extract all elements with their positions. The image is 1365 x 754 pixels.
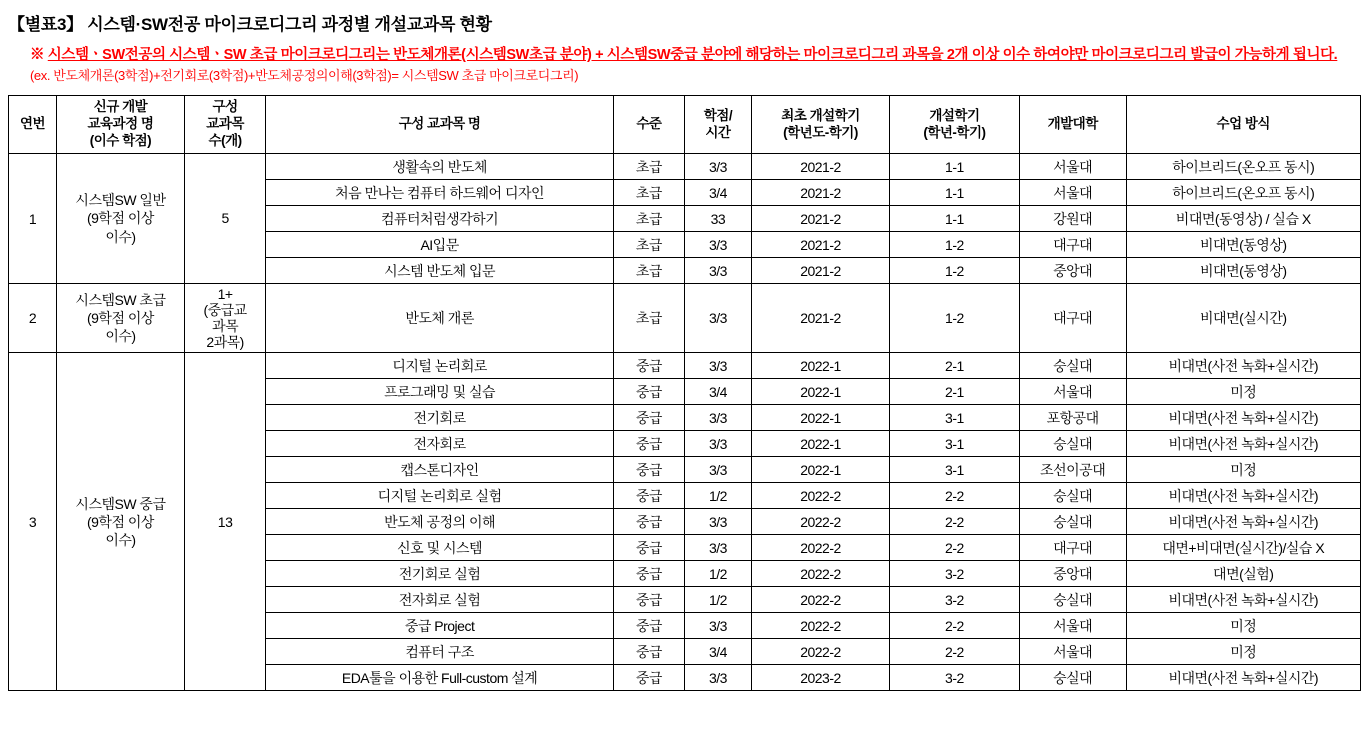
- cell-university: 조선이공대: [1019, 457, 1126, 483]
- cell-credit-hours: 3/3: [684, 232, 751, 258]
- cell-class-mode: 비대면(동영상): [1126, 232, 1360, 258]
- cell-credit-hours: 1/2: [684, 587, 751, 613]
- cell-level: 중급: [613, 457, 684, 483]
- cell-class-mode: 비대면(사전 녹화+실시간): [1126, 405, 1360, 431]
- cell-class-mode: 대면+비대면(실시간)/실습 X: [1126, 535, 1360, 561]
- cell-subject-name: 디지털 논리회로: [266, 353, 613, 379]
- cell-class-mode: 미정: [1126, 457, 1360, 483]
- cell-first-term: 2022-2: [751, 613, 889, 639]
- cell-first-term: 2022-2: [751, 639, 889, 665]
- cell-open-term: 1-1: [890, 180, 1020, 206]
- col-header-no: 연번: [9, 96, 57, 154]
- cell-first-term: 2022-2: [751, 535, 889, 561]
- cell-level: 중급: [613, 431, 684, 457]
- cell-first-term: 2021-2: [751, 206, 889, 232]
- cell-level: 초급: [613, 284, 684, 353]
- table-header-row: [9, 96, 1361, 154]
- cell-open-term: 3-2: [890, 587, 1020, 613]
- cell-level: 중급: [613, 379, 684, 405]
- cell-class-mode: 미정: [1126, 613, 1360, 639]
- program-name-line: 이수): [105, 228, 136, 245]
- cell-first-term: 2022-2: [751, 483, 889, 509]
- cell-first-term: 2021-2: [751, 284, 889, 353]
- cell-level: 중급: [613, 483, 684, 509]
- program-name-line: 이수): [105, 532, 136, 548]
- cell-subject-name: 컴퓨터처럼생각하기: [266, 206, 613, 232]
- note-example: (ex. 반도체개론(3학점)+전기회로(3학점)+반도체공정의이해(3학점)= 시스템SW 초급 마이크로디그리): [30, 68, 579, 84]
- cell-university: 숭실대: [1019, 665, 1126, 691]
- note-text: 시스템ㆍSW전공의 시스템ㆍSW 초급 마이크로디그리는 반도체개론(시스템SW초급 분야) + 시스템SW중급 분야에 해당하는 마이크로디그리 과목을 2개 이상 이수 하여야만 마이크로디그리 발급이 가능하게 됩니다.: [47, 47, 1338, 63]
- cell-class-mode: 비대면(사전 녹화+실시간): [1126, 509, 1360, 535]
- note-block: [30, 45, 1359, 87]
- col-header-class-mode: 수업 방식: [1126, 96, 1360, 154]
- cell-open-term: 2-1: [890, 353, 1020, 379]
- cell-open-term: 2-2: [890, 483, 1020, 509]
- cell-credit-hours: 3/3: [684, 154, 751, 180]
- cell-open-term: 2-2: [890, 639, 1020, 665]
- program-name-line: 시스템SW 초급: [75, 291, 166, 308]
- cell-credit-hours: 3/3: [684, 665, 751, 691]
- cell-subject-name: 신호 및 시스템: [266, 535, 613, 561]
- cell-open-term: 3-1: [890, 457, 1020, 483]
- cell-program-name: [57, 284, 185, 353]
- program-name-line: 시스템SW 중급: [75, 495, 166, 512]
- cell-first-term: 2022-1: [751, 353, 889, 379]
- cell-university: 서울대: [1019, 379, 1126, 405]
- cell-subject-name: 중급 Project: [266, 613, 613, 639]
- subject-count-line: (중급교: [203, 302, 247, 319]
- cell-subject-name: 전자회로: [266, 431, 613, 457]
- program-name-line: (9학점 이상: [86, 310, 154, 327]
- cell-first-term: 2021-2: [751, 232, 889, 258]
- col-header-university: 개발대학: [1019, 96, 1126, 154]
- table-body: [9, 154, 1361, 691]
- curriculum-table: [8, 95, 1361, 691]
- cell-university: 서울대: [1019, 154, 1126, 180]
- cell-class-mode: 하이브리드(온오프 동시): [1126, 180, 1360, 206]
- cell-university: 서울대: [1019, 180, 1126, 206]
- cell-level: 중급: [613, 613, 684, 639]
- cell-class-mode: 비대면(동영상): [1126, 258, 1360, 284]
- cell-university: 중앙대: [1019, 258, 1126, 284]
- cell-subject-count: [184, 154, 266, 284]
- cell-credit-hours: 3/3: [684, 258, 751, 284]
- cell-class-mode: 비대면(실시간): [1126, 284, 1360, 353]
- cell-first-term: 2021-2: [751, 154, 889, 180]
- cell-class-mode: 비대면(사전 녹화+실시간): [1126, 665, 1360, 691]
- cell-subject-name: AI입문: [266, 232, 613, 258]
- cell-class-mode: 비대면(사전 녹화+실시간): [1126, 353, 1360, 379]
- cell-subject-name: 디지털 논리회로 실험: [266, 483, 613, 509]
- cell-university: 대구대: [1019, 232, 1126, 258]
- subject-count-line: 13: [217, 513, 233, 530]
- cell-class-mode: 미정: [1126, 639, 1360, 665]
- cell-first-term: 2022-1: [751, 405, 889, 431]
- cell-first-term: 2022-1: [751, 379, 889, 405]
- cell-first-term: 2022-2: [751, 509, 889, 535]
- col-header-first-term: 최초 개설학기 (학년도-학기): [751, 96, 889, 154]
- table-row: [9, 284, 1361, 353]
- cell-university: 포항공대: [1019, 405, 1126, 431]
- cell-credit-hours: 3/4: [684, 379, 751, 405]
- cell-first-term: 2021-2: [751, 258, 889, 284]
- col-header-program-name: 신규 개발 교육과정 명 (이수 학점): [57, 96, 185, 154]
- cell-credit-hours: 3/3: [684, 535, 751, 561]
- cell-university: 숭실대: [1019, 509, 1126, 535]
- cell-group-no: 1: [9, 154, 57, 284]
- cell-credit-hours: 33: [684, 206, 751, 232]
- cell-level: 중급: [613, 405, 684, 431]
- cell-first-term: 2022-1: [751, 457, 889, 483]
- subject-count-line: 과목: [212, 318, 239, 335]
- cell-open-term: 1-2: [890, 258, 1020, 284]
- cell-level: 중급: [613, 587, 684, 613]
- cell-university: 숭실대: [1019, 483, 1126, 509]
- col-header-level: 수준: [613, 96, 684, 154]
- cell-open-term: 2-2: [890, 613, 1020, 639]
- cell-group-no: 3: [9, 353, 57, 691]
- cell-credit-hours: 3/4: [684, 639, 751, 665]
- cell-credit-hours: 3/3: [684, 431, 751, 457]
- cell-class-mode: 비대면(동영상) / 실습 X: [1126, 206, 1360, 232]
- cell-level: 초급: [613, 180, 684, 206]
- cell-group-no: 2: [9, 284, 57, 353]
- cell-subject-name: 반도체 공정의 이해: [266, 509, 613, 535]
- cell-class-mode: 하이브리드(온오프 동시): [1126, 154, 1360, 180]
- cell-subject-name: 전자회로 실험: [266, 587, 613, 613]
- cell-credit-hours: 3/3: [684, 405, 751, 431]
- cell-university: 강원대: [1019, 206, 1126, 232]
- cell-level: 중급: [613, 509, 684, 535]
- cell-open-term: 3-1: [890, 431, 1020, 457]
- cell-level: 초급: [613, 232, 684, 258]
- cell-university: 숭실대: [1019, 587, 1126, 613]
- cell-credit-hours: 3/3: [684, 509, 751, 535]
- cell-open-term: 1-2: [890, 232, 1020, 258]
- cell-subject-name: 캡스톤디자인: [266, 457, 613, 483]
- cell-class-mode: 비대면(사전 녹화+실시간): [1126, 587, 1360, 613]
- table-row: [9, 154, 1361, 180]
- cell-credit-hours: 3/3: [684, 353, 751, 379]
- cell-credit-hours: 3/3: [684, 613, 751, 639]
- subject-count-line: 2과목): [206, 334, 244, 351]
- cell-open-term: 1-1: [890, 206, 1020, 232]
- cell-open-term: 1-1: [890, 154, 1020, 180]
- cell-subject-name: 컴퓨터 구조: [266, 639, 613, 665]
- cell-subject-name: EDA툴을 이용한 Full-custom 설계: [266, 665, 613, 691]
- cell-level: 중급: [613, 665, 684, 691]
- cell-credit-hours: 3/3: [684, 457, 751, 483]
- cell-subject-name: 생활속의 반도체: [266, 154, 613, 180]
- program-name-line: (9학점 이상: [86, 513, 154, 530]
- cell-university: 숭실대: [1019, 431, 1126, 457]
- cell-class-mode: 미정: [1126, 379, 1360, 405]
- cell-class-mode: 비대면(사전 녹화+실시간): [1126, 483, 1360, 509]
- cell-open-term: 3-2: [890, 665, 1020, 691]
- program-name-line: (9학점 이상: [86, 210, 154, 227]
- cell-open-term: 3-1: [890, 405, 1020, 431]
- table-row: [9, 353, 1361, 379]
- cell-subject-name: 전기회로 실험: [266, 561, 613, 587]
- cell-level: 초급: [613, 258, 684, 284]
- cell-subject-name: 처음 만나는 컴퓨터 하드웨어 디자인: [266, 180, 613, 206]
- cell-level: 중급: [613, 353, 684, 379]
- program-name-line: 이수): [105, 328, 136, 345]
- col-header-open-term: 개설학기 (학년-학기): [890, 96, 1020, 154]
- col-header-subject-name: 구성 교과목 명: [266, 96, 613, 154]
- cell-credit-hours: 1/2: [684, 483, 751, 509]
- cell-open-term: 2-2: [890, 509, 1020, 535]
- note-mark: ※: [30, 47, 45, 63]
- cell-university: 대구대: [1019, 284, 1126, 353]
- subject-count-line: 5: [221, 210, 229, 227]
- cell-university: 대구대: [1019, 535, 1126, 561]
- cell-credit-hours: 3/3: [684, 284, 751, 353]
- cell-credit-hours: 3/4: [684, 180, 751, 206]
- cell-first-term: 2022-2: [751, 587, 889, 613]
- cell-first-term: 2022-2: [751, 561, 889, 587]
- cell-subject-count: [184, 353, 266, 691]
- col-header-credit-hours: 학점/ 시간: [684, 96, 751, 154]
- table-head: [9, 96, 1361, 154]
- cell-open-term: 2-1: [890, 379, 1020, 405]
- cell-open-term: 1-2: [890, 284, 1020, 353]
- cell-program-name: [57, 154, 185, 284]
- cell-open-term: 2-2: [890, 535, 1020, 561]
- cell-class-mode: 비대면(사전 녹화+실시간): [1126, 431, 1360, 457]
- cell-university: 서울대: [1019, 639, 1126, 665]
- cell-university: 중앙대: [1019, 561, 1126, 587]
- cell-first-term: 2023-2: [751, 665, 889, 691]
- cell-level: 중급: [613, 639, 684, 665]
- cell-credit-hours: 1/2: [684, 561, 751, 587]
- subject-count-line: 1+: [217, 286, 233, 303]
- cell-level: 중급: [613, 561, 684, 587]
- cell-subject-count: [184, 284, 266, 353]
- cell-level: 중급: [613, 535, 684, 561]
- cell-level: 초급: [613, 154, 684, 180]
- cell-first-term: 2022-1: [751, 431, 889, 457]
- page-title: 【별표3】 시스템·SW전공 마이크로디그리 과정별 개설교과목 현황: [8, 15, 492, 34]
- col-header-subject-count: 구성 교과목 수(개): [184, 96, 266, 154]
- cell-university: 서울대: [1019, 613, 1126, 639]
- cell-subject-name: 전기회로: [266, 405, 613, 431]
- cell-open-term: 3-2: [890, 561, 1020, 587]
- cell-program-name: [57, 353, 185, 691]
- cell-first-term: 2021-2: [751, 180, 889, 206]
- cell-class-mode: 대면(실험): [1126, 561, 1360, 587]
- program-name-line: 시스템SW 일반: [75, 192, 166, 209]
- cell-subject-name: 반도체 개론: [266, 284, 613, 353]
- cell-level: 초급: [613, 206, 684, 232]
- cell-subject-name: 프로그래밍 및 실습: [266, 379, 613, 405]
- cell-university: 숭실대: [1019, 353, 1126, 379]
- cell-subject-name: 시스템 반도체 입문: [266, 258, 613, 284]
